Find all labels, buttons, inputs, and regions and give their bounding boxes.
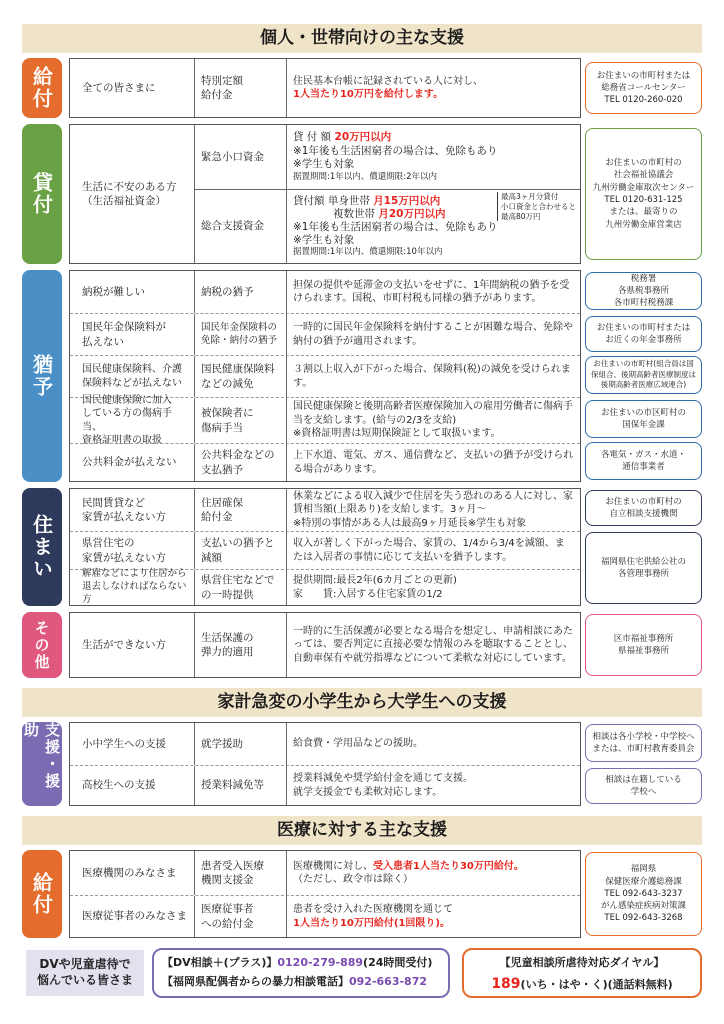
target-cell: 公共料金が払えない [82, 456, 177, 469]
contact-line: または、市町村教育委員会 [592, 744, 695, 754]
hotline-label: 【福岡県配偶者からの暴力相談電話】 [162, 974, 349, 988]
sumai-table [69, 488, 581, 606]
table-row [70, 765, 580, 805]
program-cell: 被保険者に 傷病手当 [194, 398, 286, 443]
contact-line: お住まいの市町村の [605, 158, 682, 169]
program-cell: 授業料減免等 [194, 766, 286, 805]
side-note [497, 192, 576, 221]
detail-cell: ３割以上収入が下がった場合、保険料(税)の減免を受けられます。 [286, 356, 580, 397]
contact-line: 相談は在籍している [605, 774, 682, 785]
detail-text: 患者を受け入れた医療機関を通じて [293, 904, 453, 915]
contact-line: 九州労働金庫取次センター [592, 182, 695, 193]
tab-iryo: 給付 [22, 850, 62, 938]
section-banner-students: 家計急変の小学生から大学生への支援 [22, 688, 702, 717]
contact-line: お住まいの市町村または [596, 322, 691, 333]
hotline-label: 【児童相談所虐待対応ダイヤル】 [499, 956, 665, 969]
target-cell: 国民年金保険料が 払えない [82, 321, 166, 348]
target-cell: 小中学生への支援 [82, 737, 166, 750]
contact-box [585, 852, 702, 936]
program-cell: 患者受入医療 機関支援金 [194, 851, 286, 895]
hotline-number[interactable]: 092-663-872 [349, 974, 428, 988]
contact-line: 福岡県 [630, 864, 657, 875]
detail-cell [286, 851, 580, 895]
contact-line: 各電気・ガス・水道・ [600, 449, 686, 460]
program-cell: 県営住宅などで の一時提供 [194, 570, 286, 605]
detail-cell [286, 125, 580, 189]
section-iryo [22, 850, 702, 938]
detail-cell: 担保の提供や延滞金の支払いをせずに、1年間納税の猶予を受けられます。国税、市町村税も同様の猶予があります。 [286, 271, 580, 313]
program-cell: 国民健康保険料 などの減免 [194, 356, 286, 397]
detail-cell [286, 190, 580, 263]
table-row [70, 569, 580, 605]
contact-box [585, 316, 702, 352]
contact-line: 各県税事務所 [617, 285, 669, 296]
side-note-line: 最高3ヶ月分貸付 [501, 192, 559, 201]
program-cell: 住居確保 給付金 [194, 489, 286, 531]
contact-line: 後期高齢者医療広域連合) [600, 380, 687, 390]
table-row [70, 313, 580, 355]
contact-box [585, 442, 702, 480]
iryo-table [69, 850, 581, 938]
hotline-reading: (いち・はや・く) [520, 977, 608, 991]
contact-line: 相談は各小学校・中学校へ [592, 731, 695, 742]
contact-line: 国保年金課 [622, 420, 665, 430]
detail-highlight: 20万円以内 [334, 131, 392, 144]
table-row [194, 125, 580, 189]
contact-line: 各市町村税務課 [613, 298, 674, 309]
contact-line: お住まいの市町村(組合員は国 [593, 358, 694, 368]
section-sumai [22, 488, 702, 606]
target-cell: 医療機関のみなさま [82, 866, 177, 879]
detail-cell: 国民健康保険と後期高齢者医療保険加入の雇用労働者に傷病手当を支給します。(給与の2/3を支給) ※資格証明書は短期保険証として取扱います。 [286, 398, 580, 443]
target-cell: 高校生への支援 [82, 779, 156, 792]
detail-text: （ただし、政令市は除く） [293, 874, 413, 885]
detail-text: 住民基本台帳に記録されている人に対し、 [293, 75, 483, 87]
contact-line: TEL 0120-631-125 [604, 195, 683, 205]
contact-box [585, 614, 702, 676]
table-row [70, 851, 580, 895]
contact-line: 区市福祉事務所 [613, 633, 674, 644]
detail-text: ※1年後も生活困窮者の場合は、免除もあり [293, 144, 498, 157]
detail-highlight: 月20万円以内 [378, 208, 446, 221]
detail-text: ※1年後も生活困窮者の場合は、免除もあり [293, 221, 498, 234]
detail-highlight: 1人当たり10万円給付(1回限り)。 [293, 917, 450, 929]
contact-line: お近くの年金事務所 [605, 335, 682, 345]
contact-box [585, 128, 702, 260]
dv-abuse-callout: DVや児童虐待で 悩んでいる皆さま [26, 950, 144, 996]
table-row [70, 355, 580, 397]
contact-box [585, 768, 702, 804]
side-note-line: 最高80万円 [501, 211, 541, 221]
detail-cell [286, 896, 580, 937]
contact-box [585, 62, 702, 114]
contact-line: お住まいの市町村の [605, 496, 682, 507]
yuyo-table [69, 270, 581, 482]
program-cell: 公共料金などの 支払猶予 [194, 444, 286, 481]
program-cell: 支払いの猶予と 減額 [194, 532, 286, 569]
section-sonota [22, 612, 702, 678]
target-cell: 国民健康保険に加入 している方の傷病手当、 資格証明書の取扱 [82, 394, 172, 446]
target-cell: 全ての皆さまに [82, 81, 156, 94]
program-cell: 生活保護の 弾力的適用 [194, 613, 286, 677]
table-row [70, 443, 580, 481]
detail-cell: 提供期間:最長2年(6カ月ごとの更新) 家 賃:入居する住宅家賃の1/2 [286, 570, 580, 605]
target-cell: 国民健康保険料、介護 保険料などが払えない [82, 364, 182, 389]
detail-highlight: 受入患者1人当たり30万円給付。 [373, 860, 524, 872]
section-kyufu [22, 58, 702, 118]
contact-line: または、最寄りの [609, 207, 678, 218]
table-row [70, 271, 580, 313]
contact-line: 自立相談支援機関 [609, 509, 678, 519]
table-row [70, 394, 580, 446]
detail-cell: 休業などによる収入減少で住居を失う恐れのある人に対し、家賃相当額(上限あり)を支給します。3ヶ月〜 ※特別の事情がある人は最高9ヶ月延長※学生も対象 [286, 489, 580, 531]
tab-shien: 支援・援助 [22, 722, 62, 806]
tab-kyufu: 給付 [22, 58, 62, 118]
detail-text: 貸付額 単身世帯 [293, 194, 374, 207]
contact-line: 九州労働金庫営業店 [605, 219, 682, 230]
contact-line: 保健医療介護総務課 [605, 876, 682, 887]
tab-sonota: その他 [22, 612, 62, 678]
section-yuyo [22, 270, 702, 482]
contact-line: 学校へ [630, 787, 657, 797]
detail-cell: 上下水道、電気、ガス、通信費など、支払いの猶予が受けられる場合があります。 [286, 444, 580, 481]
section-banner-medical: 医療に対する主な支援 [22, 816, 702, 845]
detail-highlight: 月15万円以内 [373, 194, 441, 207]
contact-line: 県福祉事務所 [617, 646, 669, 656]
program-cell: 就学援助 [194, 723, 286, 765]
detail-highlight: 1人当たり10万円を給付します。 [293, 89, 444, 100]
contact-box [585, 272, 702, 310]
detail-cell: 一時的に国民年金保険料を納付することが困難な場合、免除や納付の猶予が適用されます。 [286, 314, 580, 355]
detail-text: 医療機関に対し、 [293, 860, 373, 872]
child-abuse-hotline-box [462, 948, 702, 998]
program-cell: 総合支援資金 [194, 190, 286, 263]
target-cell: 解雇などにより住居から 退去しなければならない方 [82, 568, 187, 605]
dv-hotline-box [152, 948, 450, 998]
section-shien [22, 722, 702, 806]
program-cell: 特別定額 給付金 [194, 59, 286, 117]
contact-line: 通信事業者 [622, 462, 665, 472]
program-cell: 医療従事者 への給付金 [194, 896, 286, 937]
hotline-note: (通話料無料) [607, 977, 673, 991]
target-cell: 納税が難しい [82, 285, 145, 298]
detail-cell: 授業料減免や奨学給付金を通じて支援。 就学支援金でも柔軟対応します。 [286, 766, 580, 805]
contact-box [585, 400, 702, 438]
kyufu-table [69, 58, 581, 118]
contact-line: TEL 0120-260-020 [604, 95, 683, 106]
contact-line: お住まいの市区町村の [600, 407, 686, 418]
contact-box [585, 490, 702, 526]
contact-line: 保組合、後期高齢者医療制度は [591, 369, 696, 379]
contact-line: 福岡県住宅供給公社の [600, 556, 686, 567]
contact-box [585, 532, 702, 604]
side-note-line: 小口資金と合わせると [501, 201, 576, 211]
target-cell: 民間賃貸など 家賃が払えない方 [82, 496, 166, 523]
detail-cell: 給食費・学用品などの援助。 [286, 723, 580, 765]
table-row [70, 895, 580, 937]
detail-text: 据置期間:1年以内、償還期限:2年以内 [293, 171, 438, 182]
detail-cell [286, 59, 580, 117]
tab-sumai: 住まい [22, 488, 62, 606]
hotline-number[interactable]: 0120-279-889 [277, 956, 364, 969]
contact-line: TEL 092-643-3237 [604, 888, 683, 899]
hotline-number[interactable]: 189 [491, 975, 521, 992]
contact-line: 税務署 [630, 273, 657, 284]
detail-text: 複数世帯 [333, 208, 379, 221]
contact-box [585, 724, 702, 762]
sonota-table [69, 612, 581, 678]
table-row [70, 613, 580, 677]
contact-line: 社会福祉協議会 [613, 170, 674, 181]
target-cell: 生活に不安のある方 （生活福祉資金） [82, 180, 177, 207]
contact-line: 各管理事務所 [617, 569, 669, 579]
kashitsuke-table [69, 124, 581, 264]
target-cell: 県営住宅の 家賃が払えない方 [82, 537, 166, 564]
program-cell: 納税の猶予 [194, 271, 286, 313]
section-kashitsuke [22, 124, 702, 264]
contact-line: お住まいの市町村または [596, 70, 691, 81]
detail-text: 貸 付 額 [293, 131, 335, 144]
target-cell: 医療従事者のみなさま [82, 910, 187, 923]
section-banner-individual: 個人・世帯向けの主な支援 [22, 24, 702, 53]
detail-text: 据置期間:1年以内、償還期限:10年以内 [293, 247, 443, 258]
contact-line: TEL 092-643-3268 [604, 913, 683, 924]
program-cell: 緊急小口資金 [194, 125, 286, 189]
program-cell: 国民年金保険料の 免除・納付の猶予 [194, 314, 286, 355]
table-row [70, 723, 580, 765]
table-row [70, 59, 580, 117]
tab-kashitsuke: 貸付 [22, 124, 62, 264]
contact-box [585, 356, 702, 394]
shien-table [69, 722, 581, 806]
contact-line: がん感染症疾病対策課 [600, 901, 686, 912]
table-row [70, 489, 580, 531]
target-cell: 生活ができない方 [82, 638, 166, 651]
detail-text: ※学生も対象 [293, 234, 355, 247]
hotline-label: 【DV相談＋(プラス)】 [162, 956, 278, 969]
table-row [194, 189, 580, 263]
detail-cell: 収入が著しく下がった場合、家賃の、1/4から3/4を減額、または入居者の事情に応じて支払いを猶予します。 [286, 532, 580, 569]
table-row [70, 531, 580, 569]
hotline-hours: (24時間受付) [363, 956, 433, 969]
detail-cell: 一時的に生活保護が必要となる場合を想定し、申請相談にあたっては、要否判定に直接必要な情報のみを聴取することとし、自動車保有や就労指導などについて柔軟な対応にしています。 [286, 613, 580, 677]
detail-text: ※学生も対象 [293, 158, 355, 171]
tab-yuyo: 猶予 [22, 270, 62, 482]
contact-line: 総務省コールセンター [601, 82, 686, 93]
